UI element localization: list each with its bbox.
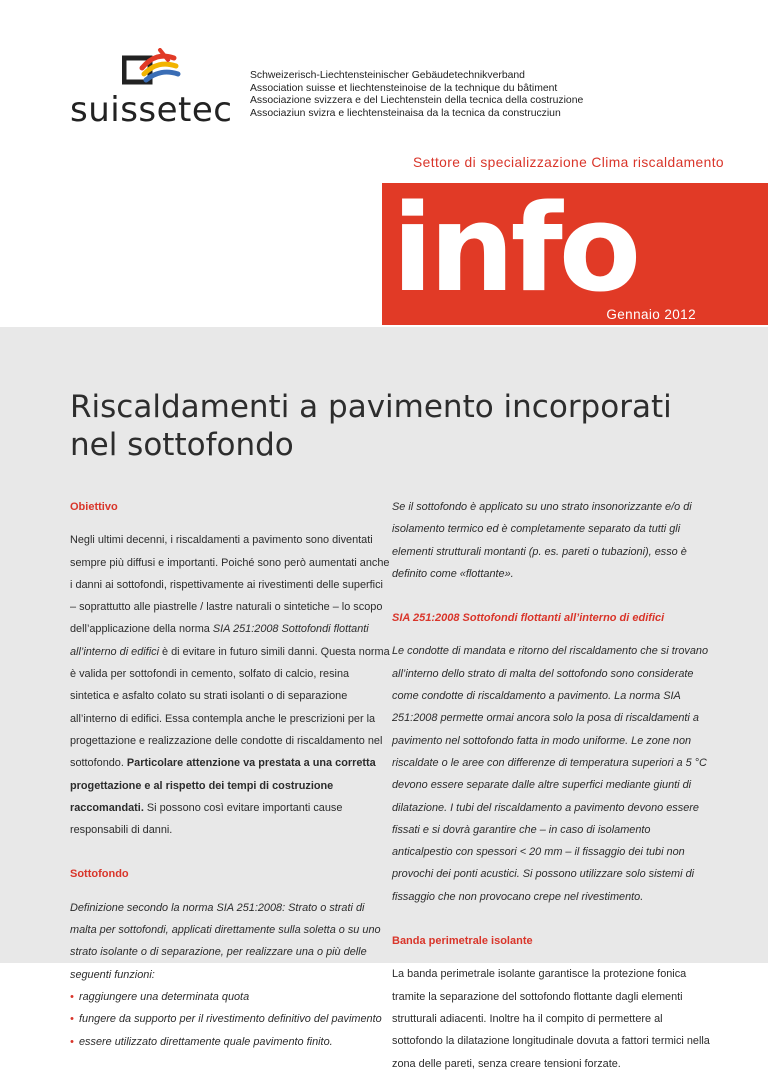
text-span: è di evitare in futuro simili danni. Questa norma è valida per sottofondi in cemento, solfato di calcio, resina sintetica e asfalto colato su strati isolanti o di separazione all’interno di edifici. Essa contempla anche le prescrizioni per la progettazione e realizzazione delle condotte di riscaldamento nel sottofondo. (70, 645, 390, 770)
section-heading-banda: Banda perimetrale isolante (392, 935, 533, 948)
page-title (70, 388, 710, 464)
list-item: • raggiungere una determinata quota (70, 986, 392, 1008)
section-heading-sia: SIA 251:2008 Sottofondi flottanti all’interno di edifici (392, 612, 665, 625)
right-column (392, 496, 714, 1075)
paragraph-flottante: Se il sottofondo è applicato su uno strato insonorizzante e/o di isolamento termico ed è completamente separato da tutti gli elementi strutturali montanti (p. es. pareti o tubazioni), esso è definito come «flottante». (392, 501, 692, 580)
norm-reference: SIA 251:2008 Sottofondi flottanti all’interno di edifici (70, 623, 369, 658)
logo-mark-icon (122, 48, 192, 92)
info-banner (382, 180, 768, 325)
title-line-2: nel sottofondo (70, 427, 294, 463)
association-line-fr: Association suisse et liechtensteinoise de la technique du bâtiment (250, 82, 558, 94)
section-heading-sottofondo: Sottofondo (70, 868, 129, 881)
sector-heading: Settore di specializzazione Clima riscaldamento (413, 155, 724, 170)
banner-word: info (392, 180, 638, 319)
list-item: • fungere da supporto per il rivestimento definitivo del pavimento (70, 1008, 392, 1030)
title-line-1: Riscaldamenti a pavimento incorporati (70, 389, 672, 425)
association-line-rm: Associaziun svizra e liechtensteinaisa da la tecnica da construcziun (250, 107, 561, 119)
paragraph-sottofondo: Definizione secondo la norma SIA 251:2008: Strato o strati di malta per sottofondi, applicati direttamente sulla soletta o su uno strato isolante o di separazione, per realizzare una o più delle seguenti funzioni: (70, 901, 381, 981)
suissetec-logo (70, 48, 233, 130)
association-line-it: Associazione svizzera e del Liechtenstein della tecnica della costruzione (250, 95, 584, 107)
issue-date: Gennaio 2012 (606, 307, 696, 322)
text-span: Si possono così evitare importanti cause responsabili di danni. (70, 801, 343, 837)
text-span: Negli ultimi decenni, i riscaldamenti a pavimento sono diventati sempre più diffusi e importanti. Poiché sono però aumentati anche i danni ai sottofondi, rispettivamente ai rivestimenti delle superfici – soprattutto alle piastrelle / lastre naturali o sintetiche – lo scopo dell’applicazione della norma (70, 534, 390, 636)
paragraph-banda: La banda perimetrale isolante garantisce la protezione fonica tramite la separazione del sottofondo flottante dagli elementi strutturali adiacenti. Inoltre ha il compito di permettere al sottofondo la dilatazione longitudinale dovuta a fattori termici nella zona delle pareti, senza creare tensioni forzate. (392, 968, 710, 1070)
list-item: • essere utilizzato direttamente quale pavimento finito. (70, 1031, 392, 1053)
emphasis-text: Particolare attenzione va prestata a una corretta progettazione e al rispetto dei tempi di costruzione raccomandati. (70, 757, 376, 814)
logo-wordmark: suissetec (70, 90, 233, 130)
paragraph-condotte: Le condotte di mandata e ritorno del riscaldamento che si trovano all’interno dello strato di malta del sottofondo sono considerate come condotte di riscaldamento a pavimento. La norma SIA 251:2008 permette ormai ancora solo la posa di riscaldamenti a pavimento nel sottofondo fatta in modo uniforme. Le zone non riscaldate o le aree con differenze di temperatura superiori a 5 °C devono essere separate dalle altre superfici mediante giunti di dilatazione. I tubi del riscaldamento a pavimento devono essere fissati e si dovrà garantire che – in caso di isolamento anticalpestio con spessori < 20 mm – il fissaggio dei tubi non provochi dei ponti acustici. Si possono utilizzare solo sistemi di fissaggio che non provocano crepe nel rivestimento. (392, 645, 709, 903)
association-line-de: Schweizerisch-Liechtensteinischer Gebäudetechnikverband (250, 70, 525, 81)
left-column (70, 496, 392, 1053)
section-heading-obiettivo: Obiettivo (70, 501, 118, 513)
paragraph-obiettivo (70, 529, 392, 841)
bullet-list (70, 986, 392, 1053)
divider (382, 325, 768, 327)
association-names (250, 70, 583, 120)
